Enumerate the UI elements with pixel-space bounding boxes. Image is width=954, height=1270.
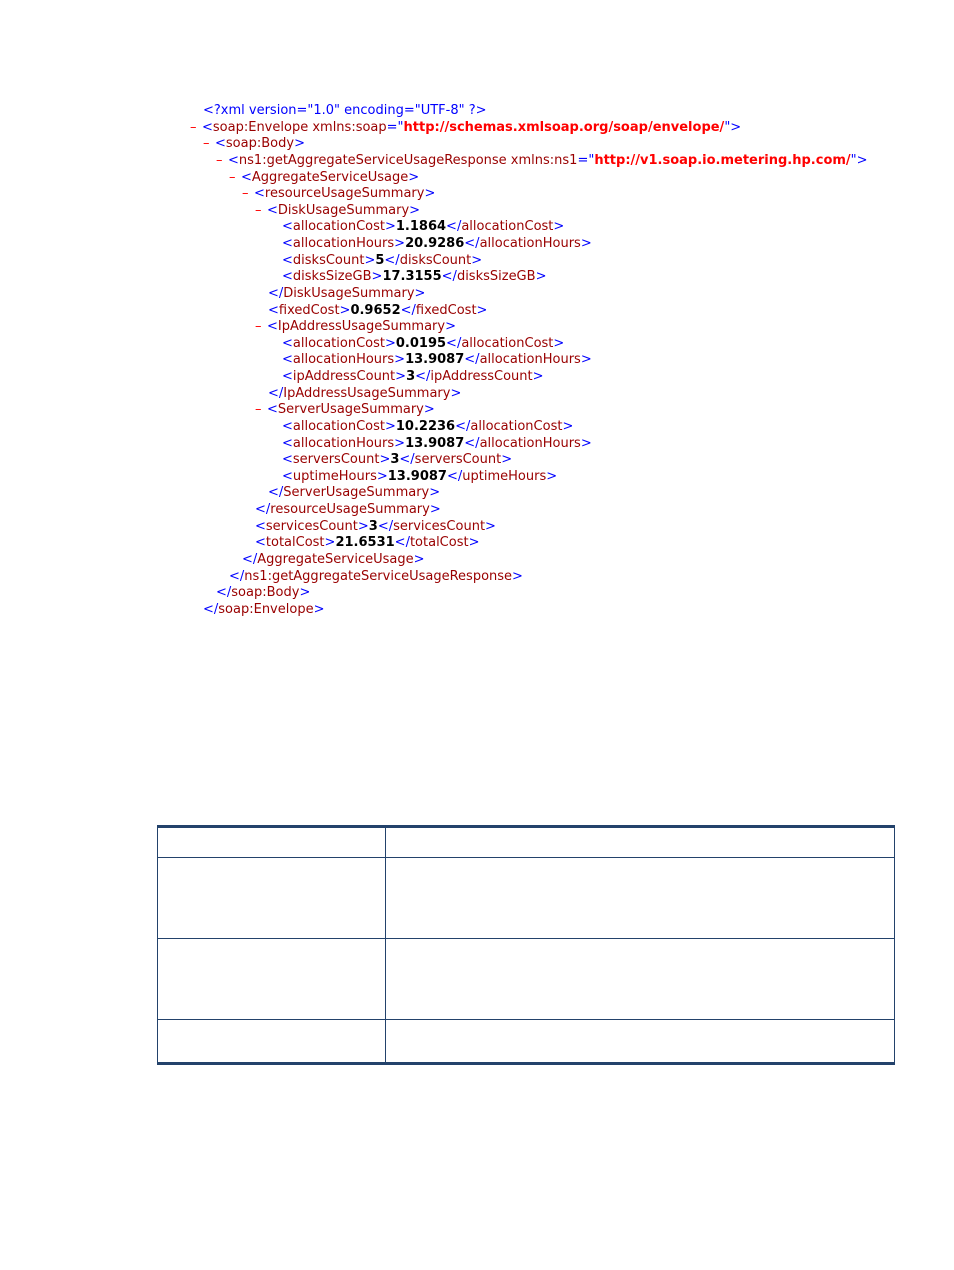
collapse-toggle[interactable]: – (203, 136, 210, 152)
tag-bracket: > (371, 269, 383, 285)
tag-bracket: > (580, 352, 592, 368)
tag-name: soap:Body (231, 585, 300, 601)
tag-bracket: < (267, 319, 278, 335)
tag-bracket: > (379, 452, 391, 468)
xml-line (255, 519, 496, 535)
tag-name: serversCount (414, 452, 502, 468)
element-value: 3 (368, 518, 378, 534)
tag-bracket: </ (229, 568, 245, 584)
tag-name: uptimeHours (462, 468, 547, 484)
tag-bracket: > (394, 435, 406, 451)
xml-line (282, 253, 482, 269)
table-row (157, 939, 895, 1020)
xml-line (268, 303, 487, 319)
tag-bracket: > (394, 236, 406, 252)
tag-name: fixedCost (278, 302, 340, 318)
tag-name: servicesCount (265, 518, 358, 534)
tag-bracket: > (376, 468, 388, 484)
tag-bracket: > (429, 502, 441, 518)
tag-bracket: </ (268, 485, 284, 501)
xml-line (282, 452, 512, 468)
tag-name: soap:Envelope (218, 601, 314, 617)
element-value: 20.9286 (405, 236, 465, 252)
element-value: 3 (406, 369, 416, 385)
tag-bracket: > (471, 252, 483, 268)
tag-bracket: > (445, 319, 456, 335)
tag-bracket: </ (464, 352, 480, 368)
tag-name: resourceUsageSummary (264, 186, 425, 202)
tag-bracket: > (476, 302, 488, 318)
collapse-toggle[interactable]: – (242, 186, 249, 202)
tag-bracket: > (532, 369, 544, 385)
tag-bracket: < (215, 136, 226, 152)
tag-bracket: </ (216, 585, 232, 601)
xml-line (282, 369, 544, 385)
table-cell (157, 858, 386, 938)
element-value: 13.9087 (405, 352, 465, 368)
table-header-row (157, 828, 895, 858)
tag-name: totalCost (409, 535, 469, 551)
xml-line (268, 286, 425, 302)
tag-bracket: < (282, 435, 293, 451)
attribute-value: http://schemas.xmlsoap.org/soap/envelope/ (403, 119, 725, 135)
tag-bracket: < (202, 119, 213, 135)
tag-bracket: > (384, 335, 396, 351)
collapse-toggle[interactable]: – (255, 202, 262, 218)
tag-bracket: </ (203, 601, 219, 617)
collapse-toggle[interactable]: – (255, 402, 262, 418)
parameter-table (157, 825, 895, 1065)
tag-bracket: < (282, 369, 293, 385)
tag-bracket: < (282, 335, 293, 351)
tag-bracket: < (282, 352, 293, 368)
tag-name: allocationCost (461, 335, 554, 351)
tag-bracket: > (384, 219, 396, 235)
tag-bracket: < (282, 269, 293, 285)
table-cell (386, 858, 895, 938)
tag-bracket: > (408, 169, 420, 185)
tag-bracket: > (512, 568, 523, 584)
tag-name: allocationCost (292, 335, 385, 351)
table-row (157, 858, 895, 939)
xml-line (255, 203, 420, 219)
tag-name: allocationCost (461, 219, 554, 235)
tag-bracket: > (580, 435, 592, 451)
tag-bracket: < (268, 302, 279, 318)
tag-bracket: > (294, 136, 305, 152)
tag-bracket: > (468, 535, 480, 551)
tag-bracket: > (357, 518, 369, 534)
tag-bracket: > (546, 468, 558, 484)
tag-name: soap:Body (225, 136, 295, 152)
tag-name: serversCount (292, 452, 380, 468)
tag-bracket: </ (268, 385, 284, 401)
tag-name: allocationCost (292, 219, 385, 235)
tag-bracket: "> (724, 119, 742, 135)
tag-bracket: > (553, 219, 565, 235)
table-cell (386, 1020, 895, 1065)
xml-line (229, 569, 523, 585)
tag-bracket: =" (577, 152, 595, 168)
tag-bracket: > (429, 485, 441, 501)
tag-bracket: < (282, 236, 293, 252)
tag-bracket: > (413, 552, 425, 567)
table-header-cell (386, 828, 895, 857)
tag-name: servicesCount (393, 518, 486, 534)
tag-bracket: < (255, 518, 266, 534)
tag-bracket: < (267, 402, 278, 418)
tag-name: allocationHours (292, 236, 395, 252)
tag-name: ipAddressCount (292, 369, 396, 385)
xml-line (282, 336, 564, 352)
xml-line (255, 535, 480, 551)
tag-bracket: > (299, 585, 311, 601)
xml-line (216, 153, 868, 169)
tag-bracket: > (424, 186, 436, 202)
tag-bracket: > (562, 418, 574, 434)
tag-bracket: > (395, 369, 407, 385)
tag-bracket: < (282, 219, 293, 235)
xml-line (203, 602, 324, 618)
tag-bracket: > (324, 535, 336, 551)
tag-bracket: > (394, 352, 406, 368)
xml-line (268, 386, 461, 402)
tag-name: disksSizeGB (456, 269, 536, 285)
xml-line (242, 552, 425, 568)
collapse-toggle[interactable]: – (229, 169, 236, 185)
xml-line (282, 436, 592, 452)
xml-line (268, 485, 440, 501)
tag-bracket: </ (446, 468, 463, 484)
tag-name: allocationHours (479, 236, 581, 252)
tag-bracket: > (414, 285, 426, 301)
tag-bracket: </ (384, 252, 400, 268)
tag-name: AggregateServiceUsage (257, 552, 414, 567)
tag-name: allocationHours (292, 352, 395, 368)
xml-line (255, 402, 435, 418)
tag-bracket: < (254, 186, 265, 202)
table-cell (386, 939, 895, 1019)
xml-line (282, 419, 573, 435)
element-value: 0.9652 (350, 302, 401, 318)
xml-line (216, 585, 310, 601)
tag-bracket: > (339, 302, 351, 318)
tag-name: allocationHours (479, 352, 581, 368)
tag-name: disksSizeGB (292, 269, 372, 285)
table-header-cell (157, 828, 386, 857)
tag-bracket: </ (446, 335, 462, 351)
tag-bracket: </ (377, 518, 394, 534)
tag-bracket: </ (464, 435, 480, 451)
xml-line (282, 219, 564, 235)
tag-bracket: > (384, 418, 396, 434)
tag-bracket: < (282, 252, 293, 268)
tag-name: allocationHours (292, 435, 395, 451)
element-value: 13.9087 (405, 435, 465, 451)
xml-line (255, 319, 456, 335)
element-value: 0.0195 (395, 335, 447, 351)
tag-bracket: < (282, 468, 293, 484)
element-value: 13.9087 (387, 468, 447, 484)
collapse-toggle[interactable]: – (216, 152, 223, 168)
tag-bracket: </ (394, 535, 410, 551)
tag-bracket: < (282, 418, 293, 434)
tag-name: IpAddressUsageSummary (277, 319, 446, 335)
tag-bracket: </ (399, 452, 415, 468)
xml-line (282, 269, 546, 285)
attribute-name: xmlns:soap (308, 119, 387, 135)
collapse-toggle[interactable]: – (255, 319, 262, 335)
tag-bracket: > (423, 402, 435, 418)
tag-bracket: < (255, 535, 266, 551)
tag-bracket: </ (400, 302, 416, 318)
attribute-value: http://v1.soap.io.metering.hp.com/ (594, 152, 851, 168)
element-value: 10.2236 (395, 418, 456, 434)
tag-name: disksCount (292, 252, 365, 268)
xml-line (190, 120, 741, 136)
table-row (157, 1020, 895, 1065)
tag-bracket: </ (446, 219, 462, 235)
tag-bracket: </ (268, 285, 284, 301)
tag-name: ipAddressCount (430, 369, 533, 385)
xml-line (282, 469, 557, 485)
tag-name: allocationCost (470, 418, 563, 434)
tag-bracket: < (241, 169, 252, 185)
tag-bracket: </ (441, 269, 457, 285)
tag-bracket: > (501, 452, 513, 468)
tag-name: disksCount (399, 252, 472, 268)
tag-bracket: > (580, 236, 592, 252)
table-cell (157, 1020, 386, 1065)
element-value: 3 (390, 452, 400, 468)
tag-name: resourceUsageSummary (270, 502, 430, 518)
tag-bracket: </ (464, 236, 480, 252)
tag-bracket: < (228, 152, 239, 168)
tag-bracket: > (450, 385, 462, 401)
tag-bracket: > (409, 202, 421, 218)
element-value: 1.1864 (395, 219, 447, 235)
tag-bracket: </ (455, 418, 471, 434)
tag-bracket: > (535, 269, 547, 285)
tag-name: ServerUsageSummary (283, 485, 430, 501)
tag-name: allocationHours (479, 435, 581, 451)
tag-name: AggregateServiceUsage (251, 169, 409, 185)
collapse-toggle[interactable]: – (190, 119, 197, 135)
tag-bracket: > (313, 601, 325, 617)
element-value: 5 (375, 252, 385, 268)
tag-bracket: > (553, 335, 565, 351)
xml-line (203, 103, 487, 119)
tag-name: DiskUsageSummary (277, 202, 410, 218)
tag-bracket: > (364, 252, 376, 268)
tag-bracket: < (282, 452, 293, 468)
tag-name: ServerUsageSummary (277, 402, 424, 418)
tag-name: ns1:getAggregateServiceUsageResponse (244, 568, 513, 584)
xml-line (255, 502, 441, 518)
element-value: 17.3155 (382, 269, 442, 285)
xml-line (282, 352, 592, 368)
tag-name: totalCost (265, 535, 325, 551)
element-value: 21.6531 (335, 535, 395, 551)
tag-name: IpAddressUsageSummary (283, 385, 451, 401)
tag-name: fixedCost (415, 302, 477, 318)
tag-name: soap:Envelope (212, 119, 309, 135)
tag-name: DiskUsageSummary (283, 285, 415, 301)
xml-line (242, 186, 435, 202)
tag-name: allocationCost (292, 418, 385, 434)
tag-bracket: =" (386, 119, 404, 135)
tag-name: ns1:getAggregateServiceUsageResponse (238, 152, 507, 168)
table-cell (157, 939, 386, 1019)
xml-declaration: <?xml version="1.0" encoding="UTF-8" ?> (203, 103, 487, 118)
tag-bracket: </ (242, 552, 258, 567)
xml-line (282, 236, 592, 252)
attribute-name: xmlns:ns1 (506, 152, 578, 168)
tag-name: uptimeHours (292, 468, 377, 484)
tag-bracket: "> (850, 152, 868, 168)
tag-bracket: </ (415, 369, 431, 385)
xml-line (229, 170, 419, 186)
tag-bracket: < (267, 202, 278, 218)
tag-bracket: </ (255, 502, 271, 518)
xml-line (203, 136, 305, 152)
tag-bracket: > (485, 518, 496, 534)
